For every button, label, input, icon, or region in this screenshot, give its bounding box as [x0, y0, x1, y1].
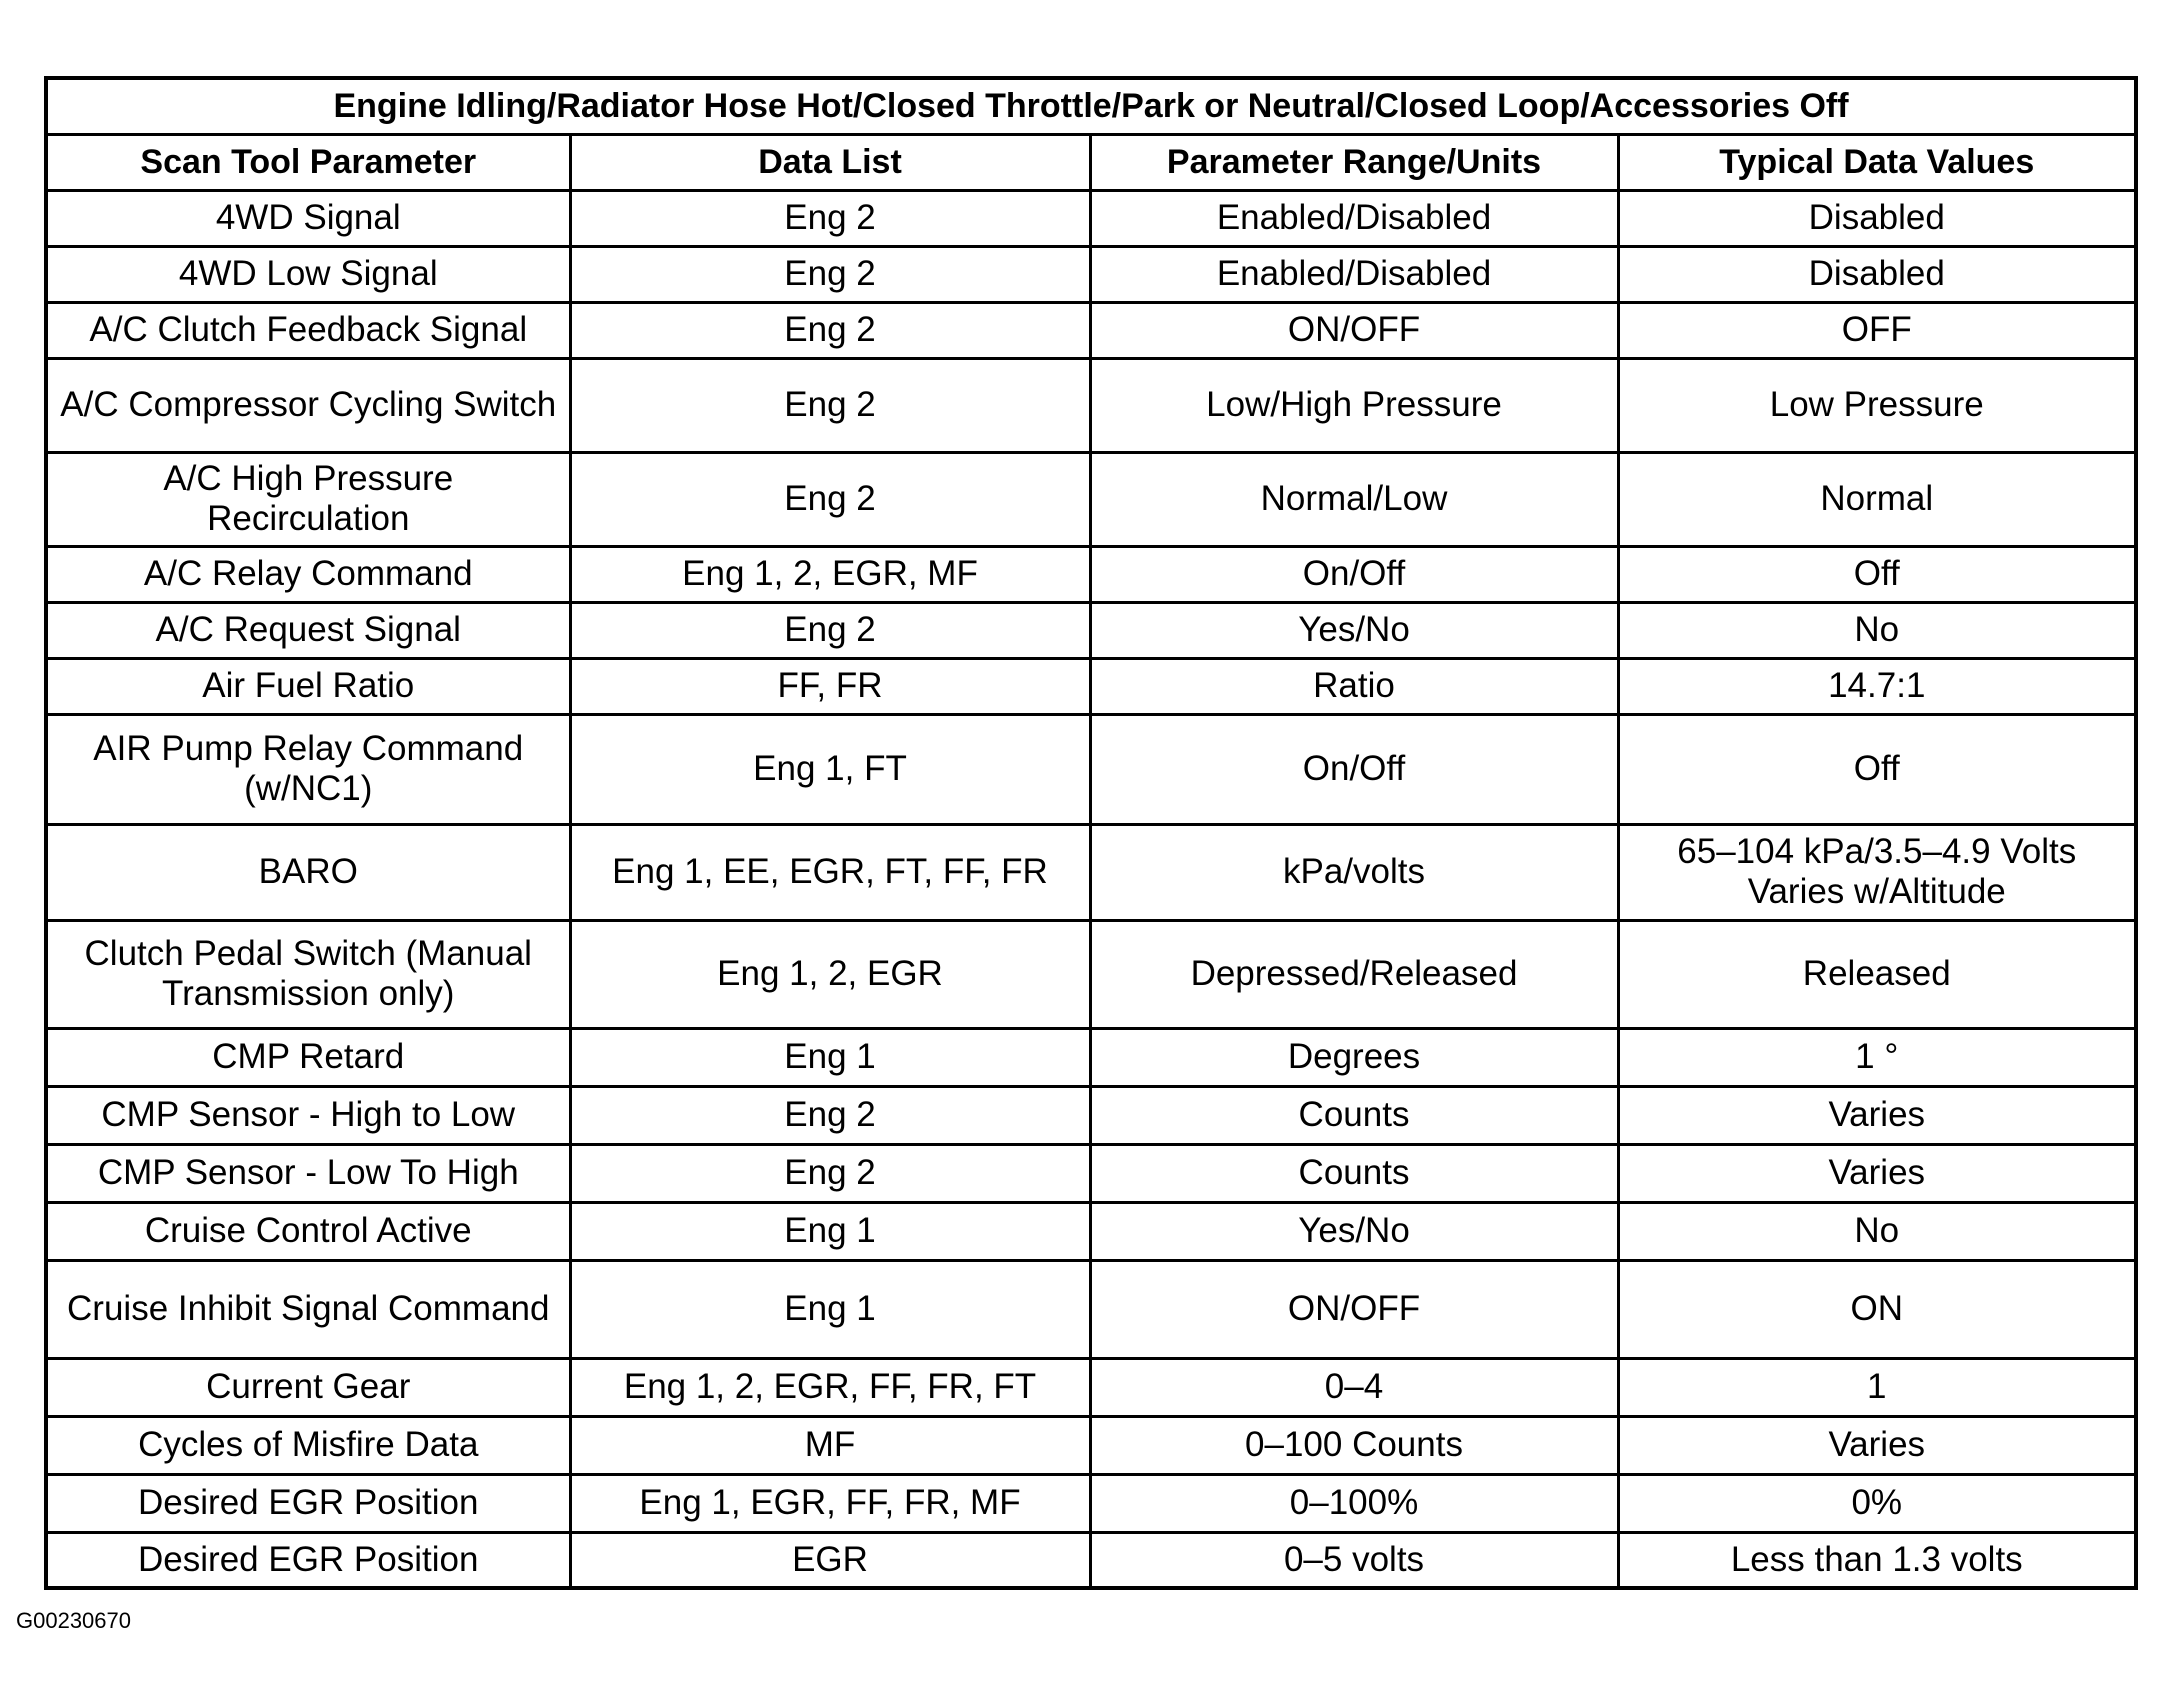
cell-data-list: Eng 1, FT	[570, 714, 1090, 824]
table-row	[46, 1086, 2136, 1144]
cell-typical-value: OFF	[1618, 302, 2136, 358]
cell-typical-value: Varies	[1618, 1086, 2136, 1144]
table-row	[46, 658, 2136, 714]
column-header-data-list: Data List	[570, 134, 1090, 190]
cell-parameter: A/C High Pressure Recirculation	[46, 452, 570, 546]
cell-range-units: 0–100 Counts	[1090, 1416, 1618, 1474]
cell-data-list: Eng 1, 2, EGR	[570, 920, 1090, 1028]
cell-typical-value: ON	[1618, 1260, 2136, 1358]
cell-range-units: On/Off	[1090, 546, 1618, 602]
cell-parameter: Current Gear	[46, 1358, 570, 1416]
cell-typical-value: Disabled	[1618, 190, 2136, 246]
table-row	[46, 824, 2136, 920]
cell-data-list: FF, FR	[570, 658, 1090, 714]
cell-typical-value: 65–104 kPa/3.5–4.9 Volts Varies w/Altitude	[1618, 824, 2136, 920]
cell-typical-value: Normal	[1618, 452, 2136, 546]
cell-typical-value: 1	[1618, 1358, 2136, 1416]
table-row	[46, 1260, 2136, 1358]
cell-typical-value: Varies	[1618, 1416, 2136, 1474]
cell-range-units: Low/High Pressure	[1090, 358, 1618, 452]
cell-range-units: Enabled/Disabled	[1090, 246, 1618, 302]
cell-range-units: 0–100%	[1090, 1474, 1618, 1532]
cell-range-units: Yes/No	[1090, 1202, 1618, 1260]
table-row	[46, 1416, 2136, 1474]
cell-range-units: Ratio	[1090, 658, 1618, 714]
cell-parameter: A/C Relay Command	[46, 546, 570, 602]
cell-typical-value: No	[1618, 602, 2136, 658]
cell-data-list: Eng 2	[570, 1086, 1090, 1144]
cell-range-units: Counts	[1090, 1086, 1618, 1144]
cell-typical-value: 1 °	[1618, 1028, 2136, 1086]
cell-data-list: Eng 2	[570, 452, 1090, 546]
cell-parameter: AIR Pump Relay Command (w/NC1)	[46, 714, 570, 824]
table-title-row	[46, 78, 2136, 134]
table-header-row	[46, 134, 2136, 190]
cell-parameter: CMP Sensor - High to Low	[46, 1086, 570, 1144]
cell-parameter: A/C Compressor Cycling Switch	[46, 358, 570, 452]
cell-typical-value: Off	[1618, 714, 2136, 824]
table-row	[46, 602, 2136, 658]
cell-range-units: Normal/Low	[1090, 452, 1618, 546]
cell-range-units: On/Off	[1090, 714, 1618, 824]
column-header-range-units: Parameter Range/Units	[1090, 134, 1618, 190]
cell-data-list: Eng 1	[570, 1260, 1090, 1358]
cell-data-list: Eng 2	[570, 246, 1090, 302]
cell-parameter: Cruise Control Active	[46, 1202, 570, 1260]
table-row	[46, 1474, 2136, 1532]
cell-parameter: BARO	[46, 824, 570, 920]
table-row	[46, 920, 2136, 1028]
cell-parameter: Desired EGR Position	[46, 1474, 570, 1532]
cell-data-list: Eng 1, EE, EGR, FT, FF, FR	[570, 824, 1090, 920]
cell-range-units: Counts	[1090, 1144, 1618, 1202]
column-header-parameter: Scan Tool Parameter	[46, 134, 570, 190]
cell-parameter: 4WD Low Signal	[46, 246, 570, 302]
table-row	[46, 190, 2136, 246]
cell-typical-value: Disabled	[1618, 246, 2136, 302]
cell-range-units: Depressed/Released	[1090, 920, 1618, 1028]
table-row	[46, 1358, 2136, 1416]
table-body	[46, 190, 2136, 1588]
cell-range-units: ON/OFF	[1090, 1260, 1618, 1358]
table-row	[46, 1532, 2136, 1588]
cell-data-list: Eng 2	[570, 1144, 1090, 1202]
cell-data-list: Eng 1, EGR, FF, FR, MF	[570, 1474, 1090, 1532]
scan-data-table-wrapper	[44, 76, 2134, 1590]
cell-range-units: 0–5 volts	[1090, 1532, 1618, 1588]
cell-data-list: Eng 1	[570, 1028, 1090, 1086]
cell-parameter: 4WD Signal	[46, 190, 570, 246]
cell-range-units: kPa/volts	[1090, 824, 1618, 920]
table-row	[46, 246, 2136, 302]
cell-parameter: A/C Clutch Feedback Signal	[46, 302, 570, 358]
cell-data-list: Eng 2	[570, 190, 1090, 246]
table-row	[46, 358, 2136, 452]
figure-id: G00230670	[16, 1608, 131, 1633]
table-row	[46, 1144, 2136, 1202]
table-row	[46, 1028, 2136, 1086]
cell-typical-value: Less than 1.3 volts	[1618, 1532, 2136, 1588]
cell-parameter: Desired EGR Position	[46, 1532, 570, 1588]
cell-data-list: Eng 2	[570, 358, 1090, 452]
cell-typical-value: No	[1618, 1202, 2136, 1260]
table-row	[46, 546, 2136, 602]
table-row	[46, 302, 2136, 358]
table-row	[46, 1202, 2136, 1260]
cell-parameter: Clutch Pedal Switch (Manual Transmission only)	[46, 920, 570, 1028]
cell-parameter: CMP Retard	[46, 1028, 570, 1086]
cell-typical-value: Low Pressure	[1618, 358, 2136, 452]
cell-data-list: EGR	[570, 1532, 1090, 1588]
cell-typical-value: Varies	[1618, 1144, 2136, 1202]
table-title: Engine Idling/Radiator Hose Hot/Closed Throttle/Park or Neutral/Closed Loop/Accessories Off	[46, 78, 2136, 134]
cell-range-units: Enabled/Disabled	[1090, 190, 1618, 246]
cell-data-list: Eng 1, 2, EGR, FF, FR, FT	[570, 1358, 1090, 1416]
cell-range-units: 0–4	[1090, 1358, 1618, 1416]
cell-data-list: Eng 1	[570, 1202, 1090, 1260]
cell-parameter: Air Fuel Ratio	[46, 658, 570, 714]
cell-data-list: Eng 2	[570, 302, 1090, 358]
cell-parameter: A/C Request Signal	[46, 602, 570, 658]
table-row	[46, 452, 2136, 546]
cell-parameter: Cruise Inhibit Signal Command	[46, 1260, 570, 1358]
cell-typical-value: Released	[1618, 920, 2136, 1028]
cell-range-units: Degrees	[1090, 1028, 1618, 1086]
cell-range-units: ON/OFF	[1090, 302, 1618, 358]
table-row	[46, 714, 2136, 824]
cell-parameter: CMP Sensor - Low To High	[46, 1144, 570, 1202]
cell-typical-value: 0%	[1618, 1474, 2136, 1532]
cell-typical-value: 14.7:1	[1618, 658, 2136, 714]
scan-data-table	[44, 76, 2138, 1590]
cell-range-units: Yes/No	[1090, 602, 1618, 658]
cell-data-list: Eng 2	[570, 602, 1090, 658]
cell-parameter: Cycles of Misfire Data	[46, 1416, 570, 1474]
cell-data-list: Eng 1, 2, EGR, MF	[570, 546, 1090, 602]
cell-data-list: MF	[570, 1416, 1090, 1474]
column-header-typical-values: Typical Data Values	[1618, 134, 2136, 190]
cell-typical-value: Off	[1618, 546, 2136, 602]
